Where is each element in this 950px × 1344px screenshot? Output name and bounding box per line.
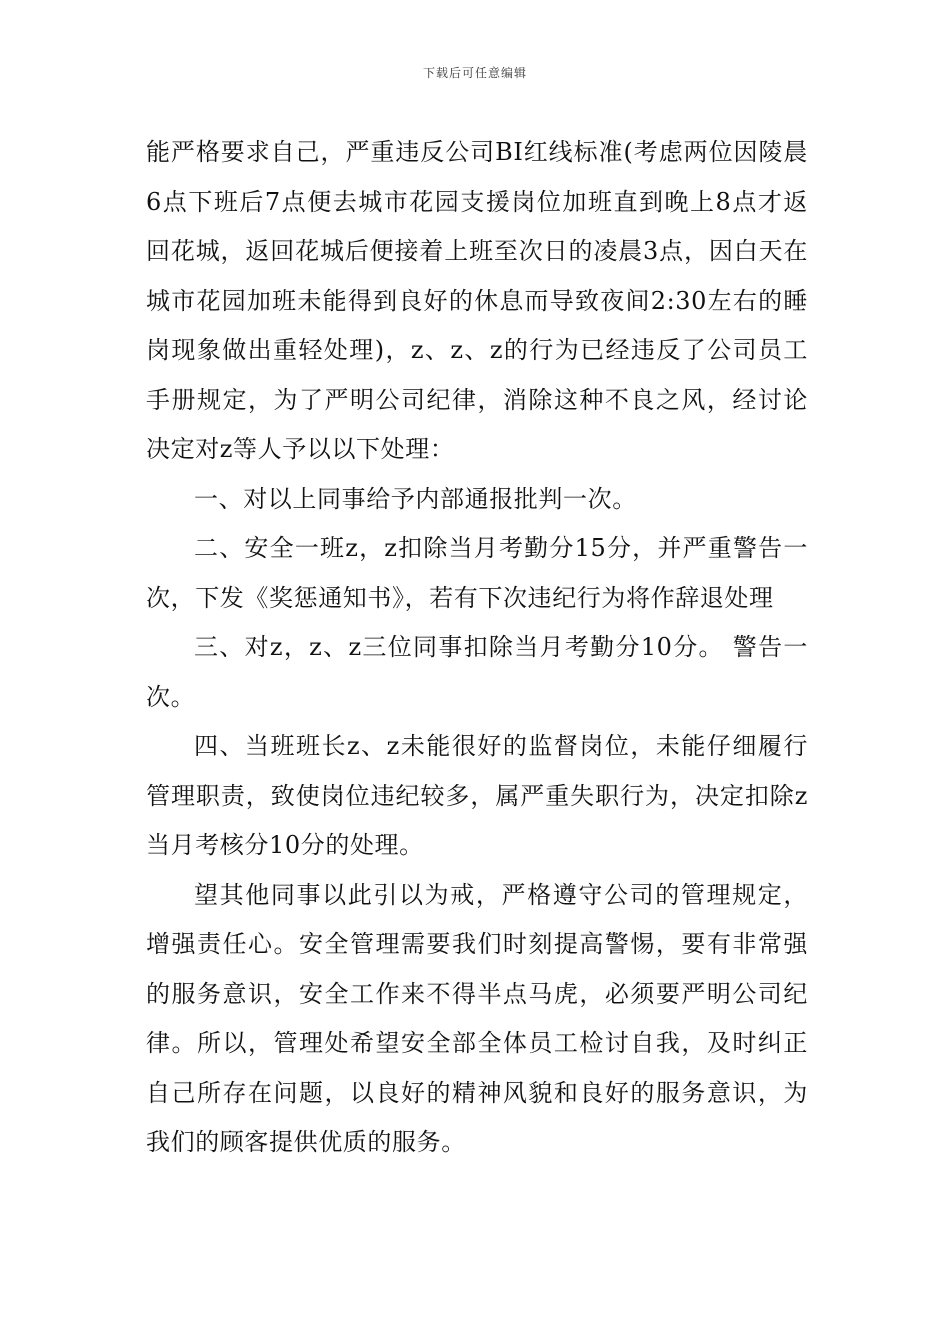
paragraph-item-3: 三、对z，z、z三位同事扣除当月考勤分10分。 警告一次。 — [146, 633, 808, 711]
paragraph-item-4: 四、当班班长z、z未能很好的监督岗位，未能仔细履行管理职责，致使岗位违纪较多，属严重失职行为，决定扣除z当月考核分10分的处理。 — [146, 732, 808, 859]
paragraph-intro: 能严格要求自己，严重违反公司BI红线标准(考虑两位因陵晨6点下班后7点便去城市花园支援岗位加班直到晚上8点才返回花城，返回花城后便接着上班至次日的凌晨3点，因白天在城市花园加班未能得到良好的休息而导致夜间2:30左右的睡岗现象做出重轻处理)，z、z、z的行为已经违反了公司员工手册规定，为了严明公司纪律，消除这种不良之风，经讨论决定对z等人予以以下处理： — [146, 138, 808, 463]
header-note: 下载后可任意编辑 — [422, 66, 527, 80]
document-body — [146, 128, 808, 1168]
paragraph-item-2: 二、安全一班z，z扣除当月考勤分15分，并严重警告一次，下发《奖惩通知书》，若有下次违纪行为将作辞退处理 — [146, 534, 808, 612]
paragraph-closing: 望其他同事以此引以为戒，严格遵守公司的管理规定，增强责任心。安全管理需要我们时刻提高警惕，要有非常强的服务意识，安全工作来不得半点马虎，必须要严明公司纪律。所以，管理处希望安全部全体员工检讨自我，及时纠正自己所存在问题，以良好的精神风貌和良好的服务意识，为我们的顾客提供优质的服务。 — [146, 880, 808, 1156]
paragraph-item-1: 一、对以上同事给予内部通报批判一次。 — [194, 484, 637, 513]
